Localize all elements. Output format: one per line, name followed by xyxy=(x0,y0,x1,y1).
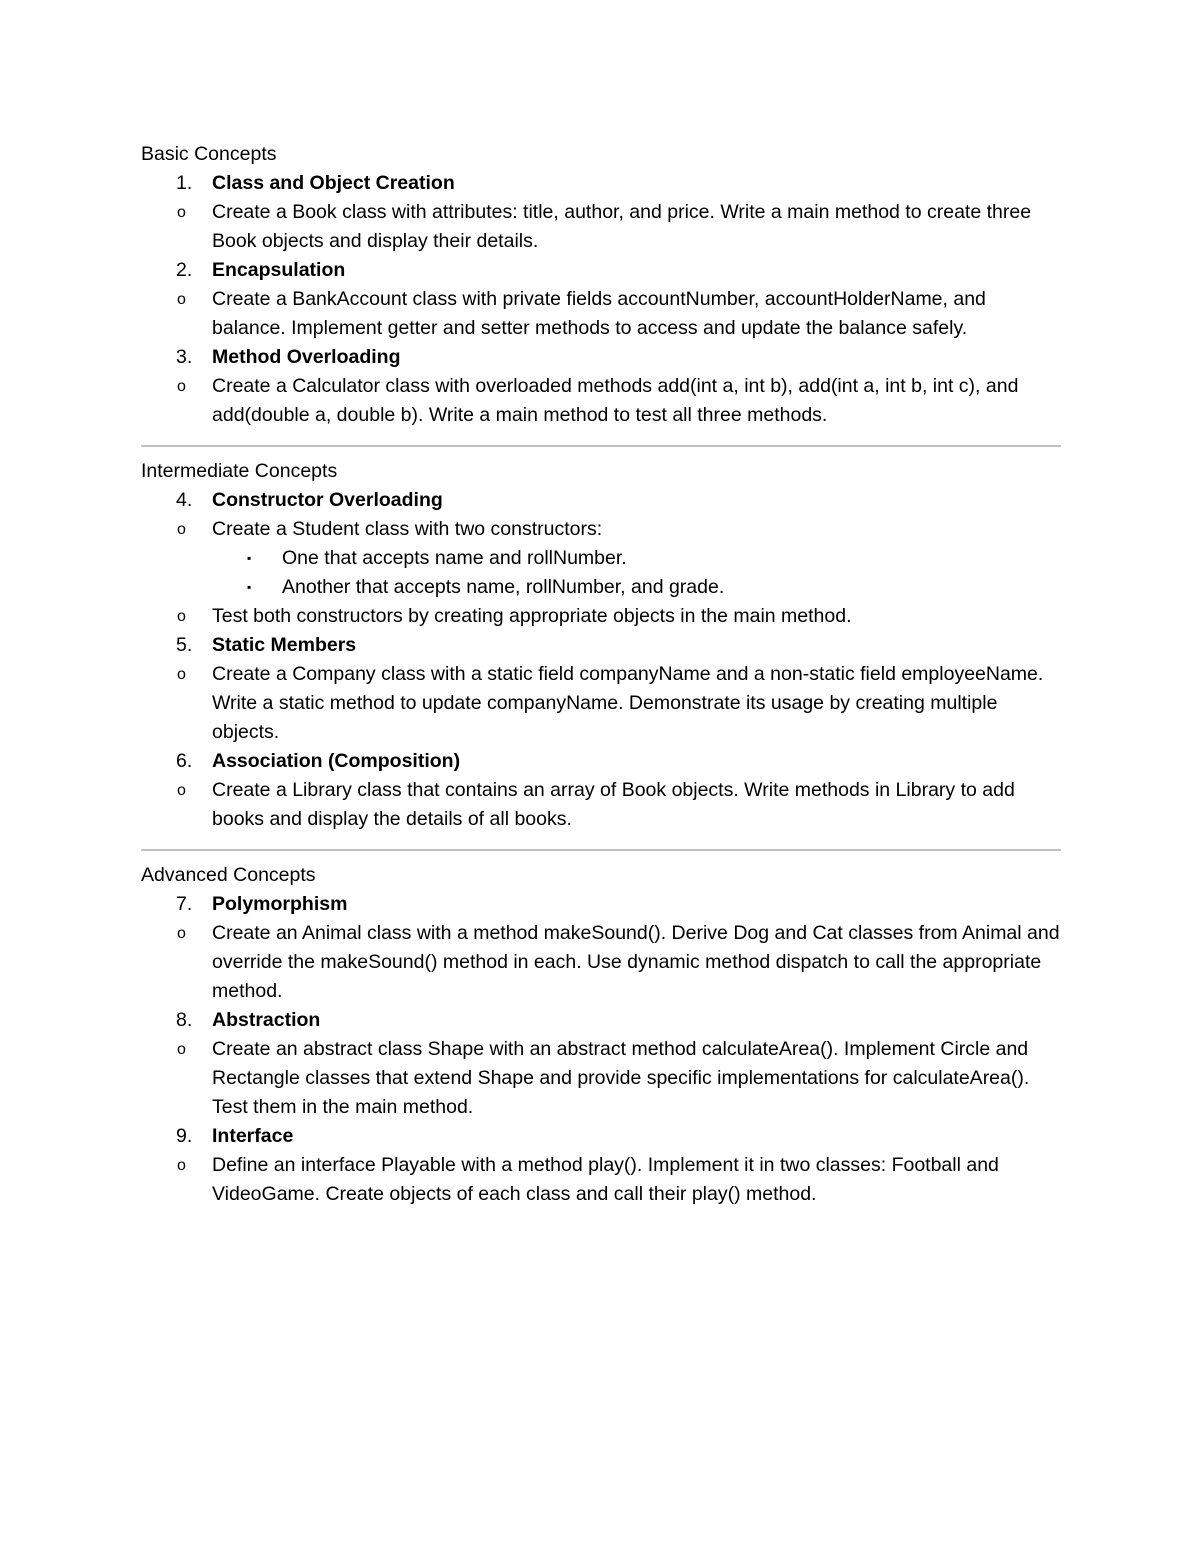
bullet-text: Create a Student class with two constructors: xyxy=(212,518,603,540)
topic-title: Class and Object Creation xyxy=(212,172,455,194)
bullet-item xyxy=(141,1151,1061,1209)
topic-item xyxy=(141,1006,1061,1035)
topic-item xyxy=(141,169,1061,198)
bullet-item xyxy=(141,919,1061,1006)
topic-number: 9. xyxy=(176,1125,193,1147)
bullet-text: Create a BankAccount class with private fields accountNumber, accountHolderName, and balance. Implement getter and setter methods to access and update the balance safely. xyxy=(212,288,986,339)
bullet-item xyxy=(141,1035,1061,1122)
topic-title: Interface xyxy=(212,1125,294,1147)
bullet-text: Create a Calculator class with overloaded methods add(int a, int b), add(int a, int b, int c), and add(double a, double b). Write a main method to test all three methods. xyxy=(212,375,1019,426)
bullet-item xyxy=(141,776,1061,834)
topic-number: 3. xyxy=(176,346,193,368)
bullet-item xyxy=(141,372,1061,430)
hollow-bullet-icon: o xyxy=(177,925,186,942)
bullet-text: Create an Animal class with a method makeSound(). Derive Dog and Cat classes from Animal and override the makeSound() method in each. Use dynamic method dispatch to call the appropriate method. xyxy=(212,922,1060,1002)
bullet-item xyxy=(141,660,1061,747)
topic-title: Method Overloading xyxy=(212,346,401,368)
topic-title: Association (Composition) xyxy=(212,750,461,772)
square-bullet-icon: ▪ xyxy=(247,551,252,565)
topic-item xyxy=(141,256,1061,285)
section-intermediate xyxy=(141,457,1061,834)
topic-number: 5. xyxy=(176,634,193,656)
sub-bullet-item xyxy=(141,573,1061,602)
topic-item xyxy=(141,890,1061,919)
hollow-bullet-icon: o xyxy=(177,782,186,799)
topic-item xyxy=(141,486,1061,515)
topic-number: 4. xyxy=(176,489,193,511)
section-divider xyxy=(141,445,1061,447)
topic-number: 1. xyxy=(176,172,193,194)
bullet-text: Create a Library class that contains an array of Book objects. Write methods in Library to add books and display the details of all books. xyxy=(212,779,1015,830)
bullet-text: Define an interface Playable with a method play(). Implement it in two classes: Football and VideoGame. Create objects of each class and call their play() method. xyxy=(212,1154,999,1205)
section-heading: Basic Concepts xyxy=(141,143,277,165)
section-heading: Advanced Concepts xyxy=(141,864,316,886)
topic-item xyxy=(141,343,1061,372)
bullet-text: Create a Book class with attributes: title, author, and price. Write a main method to create three Book objects and display their details. xyxy=(212,201,1032,252)
topic-item xyxy=(141,747,1061,776)
topic-item xyxy=(141,631,1061,660)
section-advanced xyxy=(141,861,1061,1209)
sub-bullet-item xyxy=(141,544,1061,573)
hollow-bullet-icon: o xyxy=(177,666,186,683)
topic-title: Abstraction xyxy=(212,1009,321,1031)
sub-bullet-text: One that accepts name and rollNumber. xyxy=(282,547,627,569)
topic-title: Encapsulation xyxy=(212,259,346,281)
topic-item xyxy=(141,1122,1061,1151)
section-heading: Intermediate Concepts xyxy=(141,460,338,482)
topic-number: 2. xyxy=(176,259,193,281)
hollow-bullet-icon: o xyxy=(177,1041,186,1058)
topic-number: 8. xyxy=(176,1009,193,1031)
sub-bullet-text: Another that accepts name, rollNumber, and grade. xyxy=(282,576,725,598)
bullet-item xyxy=(141,285,1061,343)
hollow-bullet-icon: o xyxy=(177,378,186,395)
bullet-item xyxy=(141,198,1061,256)
topic-number: 6. xyxy=(176,750,193,772)
section-divider xyxy=(141,849,1061,851)
hollow-bullet-icon: o xyxy=(177,204,186,221)
bullet-item xyxy=(141,602,1061,631)
bullet-item xyxy=(141,515,1061,544)
bullet-text: Create an abstract class Shape with an abstract method calculateArea(). Implement Circle and Rectangle classes that extend Shape and provide specific implementations for calculateArea(). Test them in the main method. xyxy=(212,1038,1030,1118)
section-basic xyxy=(141,140,1061,430)
square-bullet-icon: ▪ xyxy=(247,580,252,594)
topic-title: Static Members xyxy=(212,634,357,656)
bullet-text: Create a Company class with a static field companyName and a non-static field employeeName. Write a static method to update companyName. Demonstrate its usage by creating multiple objects. xyxy=(212,663,1044,743)
hollow-bullet-icon: o xyxy=(177,291,186,308)
hollow-bullet-icon: o xyxy=(177,608,186,625)
topic-title: Polymorphism xyxy=(212,893,348,915)
bullet-text: Test both constructors by creating appropriate objects in the main method. xyxy=(212,605,852,627)
topic-title: Constructor Overloading xyxy=(212,489,443,511)
hollow-bullet-icon: o xyxy=(177,521,186,538)
document-content xyxy=(141,140,1061,1209)
hollow-bullet-icon: o xyxy=(177,1157,186,1174)
topic-number: 7. xyxy=(176,893,193,915)
